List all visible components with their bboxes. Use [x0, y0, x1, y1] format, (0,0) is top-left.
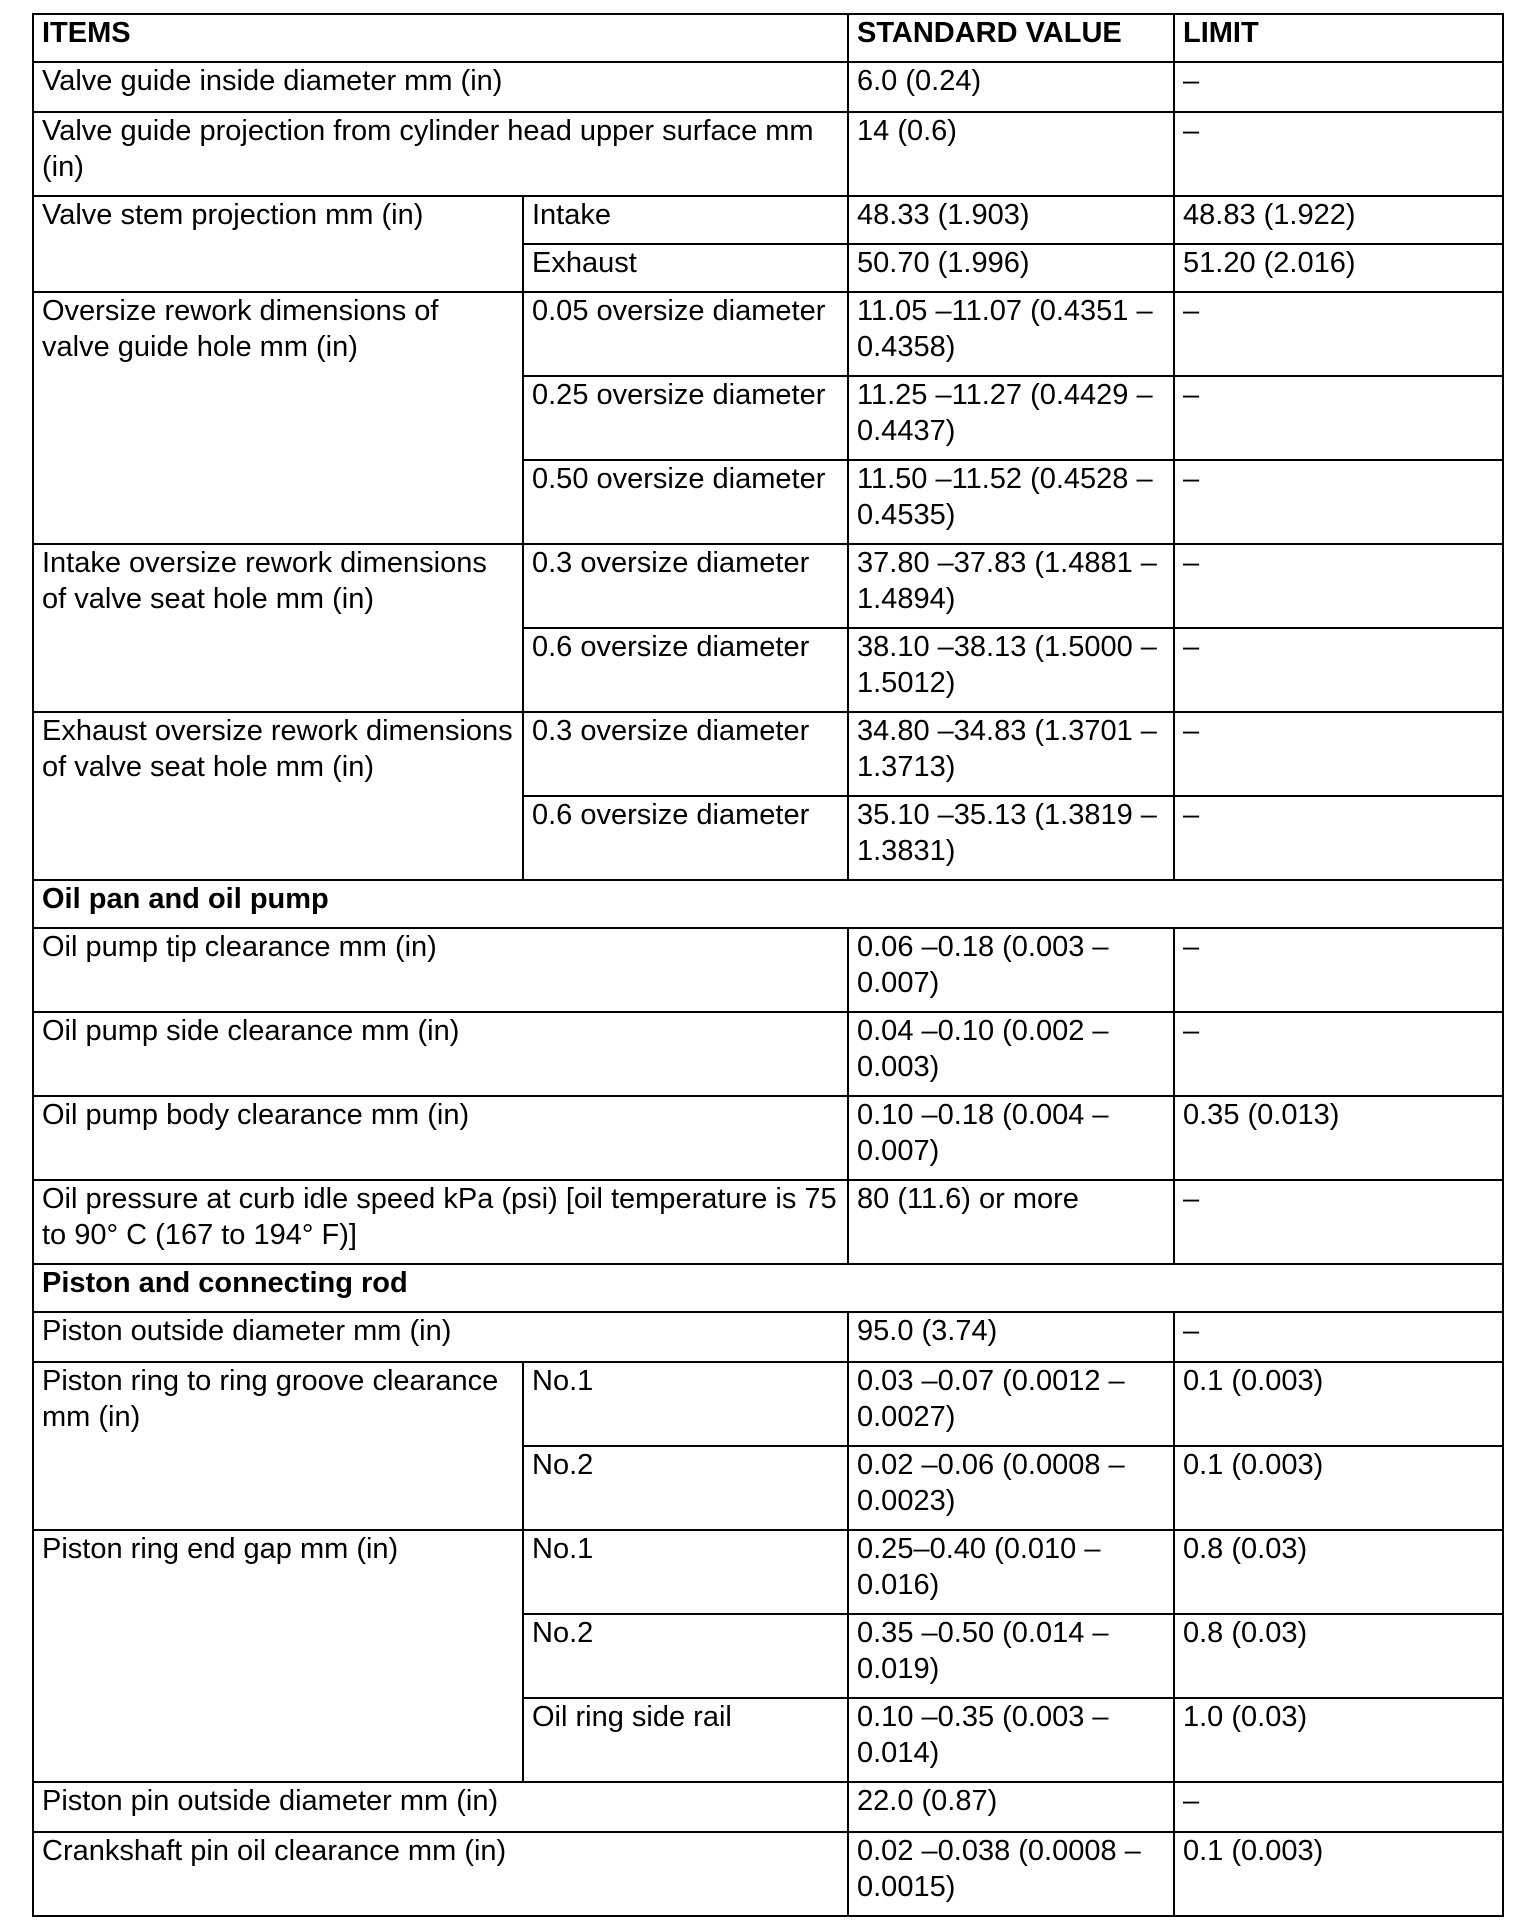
- item-cell: Piston outside diameter mm (in): [33, 1312, 848, 1362]
- standard-value-cell: 11.25 –11.27 (0.4429 –0.4437): [848, 376, 1174, 460]
- standard-value-cell: 37.80 –37.83 (1.4881 –1.4894): [848, 544, 1174, 628]
- limit-cell: –: [1174, 376, 1503, 460]
- standard-value-cell: 22.0 (0.87): [848, 1782, 1174, 1832]
- header-items: ITEMS: [33, 14, 848, 62]
- table-row: [33, 544, 1503, 628]
- limit-cell: 0.8 (0.03): [1174, 1530, 1503, 1614]
- limit-cell: –: [1174, 928, 1503, 1012]
- item-cell: Valve guide inside diameter mm (in): [33, 62, 848, 112]
- table-row: [33, 928, 1503, 1012]
- limit-cell: –: [1174, 1782, 1503, 1832]
- item-cell: Oil pump side clearance mm (in): [33, 1012, 848, 1096]
- standard-value-cell: 50.70 (1.996): [848, 244, 1174, 292]
- standard-value-cell: 14 (0.6): [848, 112, 1174, 196]
- limit-cell: –: [1174, 544, 1503, 628]
- item-cell: Intake oversize rework dimensions of valve seat hole mm (in): [33, 544, 523, 712]
- specification-table: [32, 13, 1504, 1917]
- item-cell: Piston pin outside diameter mm (in): [33, 1782, 848, 1832]
- limit-cell: –: [1174, 1312, 1503, 1362]
- section-row-piston: [33, 1264, 1503, 1312]
- item-cell: Valve guide projection from cylinder head upper surface mm (in): [33, 112, 848, 196]
- item-cell: Piston ring to ring groove clearance mm (in): [33, 1362, 523, 1530]
- item-cell: Piston ring end gap mm (in): [33, 1530, 523, 1782]
- header-row: [33, 14, 1503, 62]
- standard-value-cell: 0.10 –0.35 (0.003 –0.014): [848, 1698, 1174, 1782]
- sub-item-cell: 0.3 oversize diameter: [523, 544, 848, 628]
- limit-cell: –: [1174, 712, 1503, 796]
- header-limit: LIMIT: [1174, 14, 1503, 62]
- table-row: [33, 1180, 1503, 1264]
- sub-item-cell: No.2: [523, 1614, 848, 1698]
- limit-cell: –: [1174, 292, 1503, 376]
- table-row: [33, 1096, 1503, 1180]
- standard-value-cell: 48.33 (1.903): [848, 196, 1174, 244]
- standard-value-cell: 6.0 (0.24): [848, 62, 1174, 112]
- limit-cell: –: [1174, 112, 1503, 196]
- item-cell: Valve stem projection mm (in): [33, 196, 523, 292]
- sub-item-cell: Intake: [523, 196, 848, 244]
- item-cell: Crankshaft pin oil clearance mm (in): [33, 1832, 848, 1916]
- standard-value-cell: 0.04 –0.10 (0.002 –0.003): [848, 1012, 1174, 1096]
- standard-value-cell: 0.10 –0.18 (0.004 –0.007): [848, 1096, 1174, 1180]
- section-row-oil-pan: [33, 880, 1503, 928]
- limit-cell: 48.83 (1.922): [1174, 196, 1503, 244]
- sub-item-cell: 0.6 oversize diameter: [523, 796, 848, 880]
- table-row: [33, 1832, 1503, 1916]
- standard-value-cell: 0.02 –0.038 (0.0008 –0.0015): [848, 1832, 1174, 1916]
- item-cell: Oil pressure at curb idle speed kPa (psi) [oil temperature is 75 to 90° C (167 to 194° F)]: [33, 1180, 848, 1264]
- limit-cell: 0.1 (0.003): [1174, 1446, 1503, 1530]
- standard-value-cell: 0.35 –0.50 (0.014 –0.019): [848, 1614, 1174, 1698]
- standard-value-cell: 0.02 –0.06 (0.0008 –0.0023): [848, 1446, 1174, 1530]
- sub-item-cell: 0.25 oversize diameter: [523, 376, 848, 460]
- standard-value-cell: 38.10 –38.13 (1.5000 –1.5012): [848, 628, 1174, 712]
- sub-item-cell: Exhaust: [523, 244, 848, 292]
- limit-cell: 0.8 (0.03): [1174, 1614, 1503, 1698]
- sub-item-cell: No.2: [523, 1446, 848, 1530]
- table-row: [33, 292, 1503, 376]
- item-cell: Oil pump tip clearance mm (in): [33, 928, 848, 1012]
- table-row: [33, 1362, 1503, 1446]
- sub-item-cell: 0.3 oversize diameter: [523, 712, 848, 796]
- limit-cell: 0.1 (0.003): [1174, 1362, 1503, 1446]
- limit-cell: 0.35 (0.013): [1174, 1096, 1503, 1180]
- sub-item-cell: 0.50 oversize diameter: [523, 460, 848, 544]
- table-row: [33, 112, 1503, 196]
- limit-cell: 0.1 (0.003): [1174, 1832, 1503, 1916]
- standard-value-cell: 0.03 –0.07 (0.0012 –0.0027): [848, 1362, 1174, 1446]
- item-cell: Oversize rework dimensions of valve guide hole mm (in): [33, 292, 523, 544]
- table-row: [33, 196, 1503, 244]
- standard-value-cell: 0.06 –0.18 (0.003 –0.007): [848, 928, 1174, 1012]
- sub-item-cell: No.1: [523, 1530, 848, 1614]
- item-cell: Exhaust oversize rework dimensions of valve seat hole mm (in): [33, 712, 523, 880]
- limit-cell: 1.0 (0.03): [1174, 1698, 1503, 1782]
- standard-value-cell: 34.80 –34.83 (1.3701 –1.3713): [848, 712, 1174, 796]
- spec-sheet: [32, 13, 1502, 1917]
- item-cell: Oil pump body clearance mm (in): [33, 1096, 848, 1180]
- header-standard-value: STANDARD VALUE: [848, 14, 1174, 62]
- limit-cell: –: [1174, 1180, 1503, 1264]
- standard-value-cell: 35.10 –35.13 (1.3819 –1.3831): [848, 796, 1174, 880]
- sub-item-cell: 0.05 oversize diameter: [523, 292, 848, 376]
- table-row: [33, 1530, 1503, 1614]
- limit-cell: –: [1174, 62, 1503, 112]
- table-row: [33, 1782, 1503, 1832]
- standard-value-cell: 80 (11.6) or more: [848, 1180, 1174, 1264]
- standard-value-cell: 0.25–0.40 (0.010 –0.016): [848, 1530, 1174, 1614]
- limit-cell: –: [1174, 628, 1503, 712]
- table-row: [33, 62, 1503, 112]
- standard-value-cell: 11.05 –11.07 (0.4351 –0.4358): [848, 292, 1174, 376]
- table-row: [33, 1312, 1503, 1362]
- limit-cell: 51.20 (2.016): [1174, 244, 1503, 292]
- sub-item-cell: No.1: [523, 1362, 848, 1446]
- limit-cell: –: [1174, 460, 1503, 544]
- limit-cell: –: [1174, 1012, 1503, 1096]
- standard-value-cell: 95.0 (3.74): [848, 1312, 1174, 1362]
- table-row: [33, 712, 1503, 796]
- sub-item-cell: Oil ring side rail: [523, 1698, 848, 1782]
- standard-value-cell: 11.50 –11.52 (0.4528 –0.4535): [848, 460, 1174, 544]
- limit-cell: –: [1174, 796, 1503, 880]
- sub-item-cell: 0.6 oversize diameter: [523, 628, 848, 712]
- section-title: Piston and connecting rod: [33, 1264, 1503, 1312]
- table-row: [33, 1012, 1503, 1096]
- section-title: Oil pan and oil pump: [33, 880, 1503, 928]
